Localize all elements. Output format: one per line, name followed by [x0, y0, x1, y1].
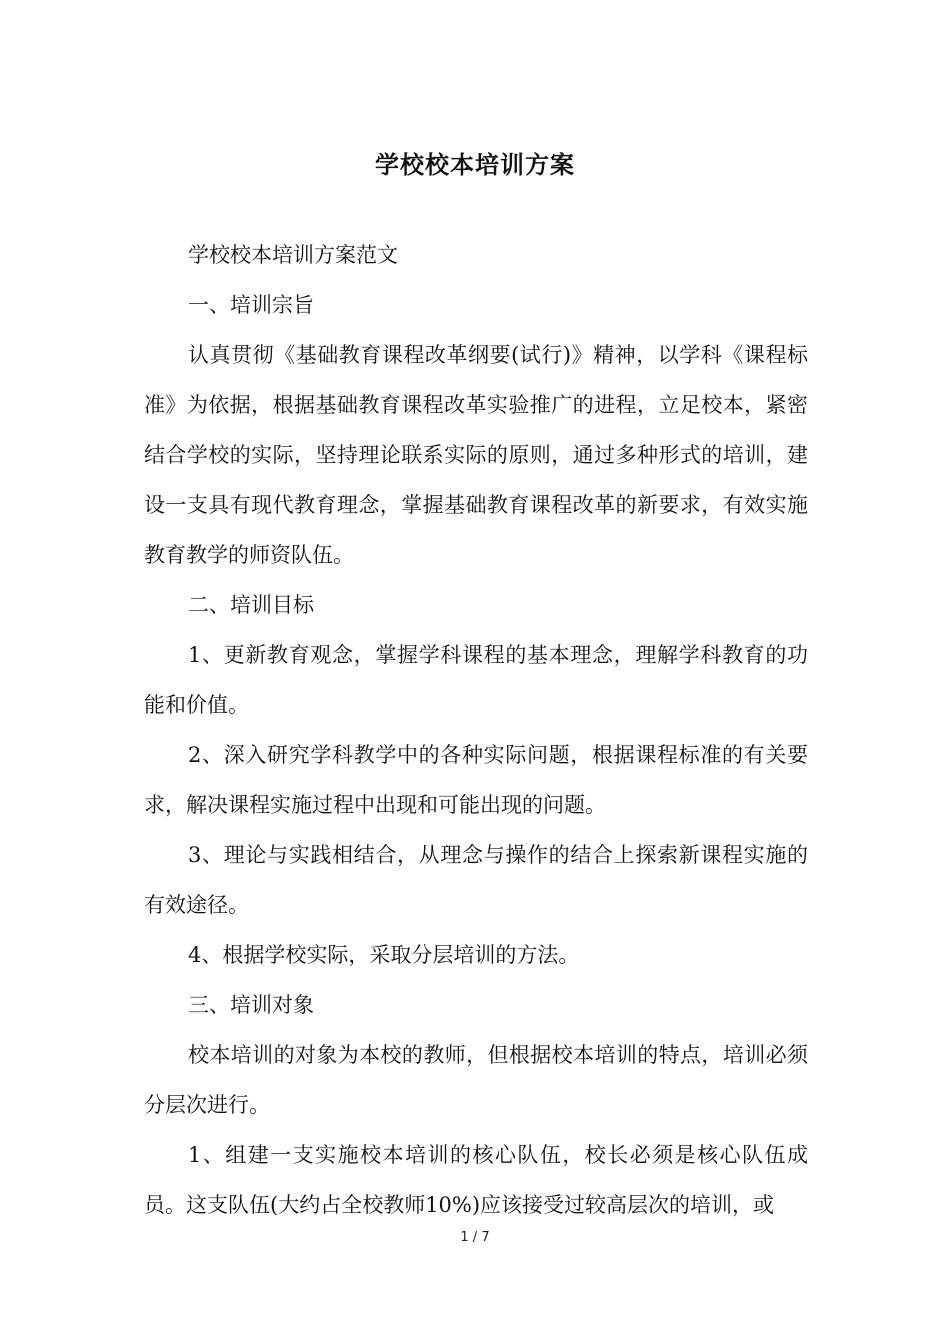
paragraph-goal-3: 3、理论与实践相结合，从理念与操作的结合上探索新课程实施的有效途径。 [144, 843, 808, 917]
document-title: 学校校本培训方案 [375, 151, 575, 179]
paragraph-goal-2: 2、深入研究学科教学中的各种实际问题，根据课程标准的有关要求，解决课程实施过程中出现和可能出现的问题。 [144, 743, 808, 817]
paragraph-subtitle: 学校校本培训方案范文 [188, 243, 398, 267]
document-body [144, 230, 808, 1230]
paragraph-audience: 校本培训的对象为本校的教师，但根据校本培训的特点，培训必须分层次进行。 [144, 1043, 808, 1117]
section-heading-audience: 三、培训对象 [188, 993, 314, 1017]
paragraph-purpose: 认真贯彻《基础教育课程改革纲要(试行)》精神，以学科《课程标准》为依据，根据基础教育课程改革实验推广的进程，立足校本，紧密结合学校的实际，坚持理论联系实际的原则，通过多种形式的培训，建设一支具有现代教育理念，掌握基础教育课程改革的新要求，有效实施教育教学的师资队伍。 [144, 343, 808, 567]
section-heading-purpose: 一、培训宗旨 [188, 293, 314, 317]
paragraph-goal-1: 1、更新教育观念，掌握学科课程的基本理念，理解学科教育的功能和价值。 [144, 643, 808, 717]
paragraph-goal-4: 4、根据学校实际，采取分层培训的方法。 [188, 943, 580, 967]
page-indicator: 1 / 7 [460, 1230, 490, 1245]
section-heading-goals: 二、培训目标 [188, 593, 314, 617]
paragraph-audience-1: 1、组建一支实施校本培训的核心队伍，校长必须是核心队伍成员。这支队伍(大约占全校教师10%)应该接受过较高层次的培训，或 [144, 1143, 808, 1217]
